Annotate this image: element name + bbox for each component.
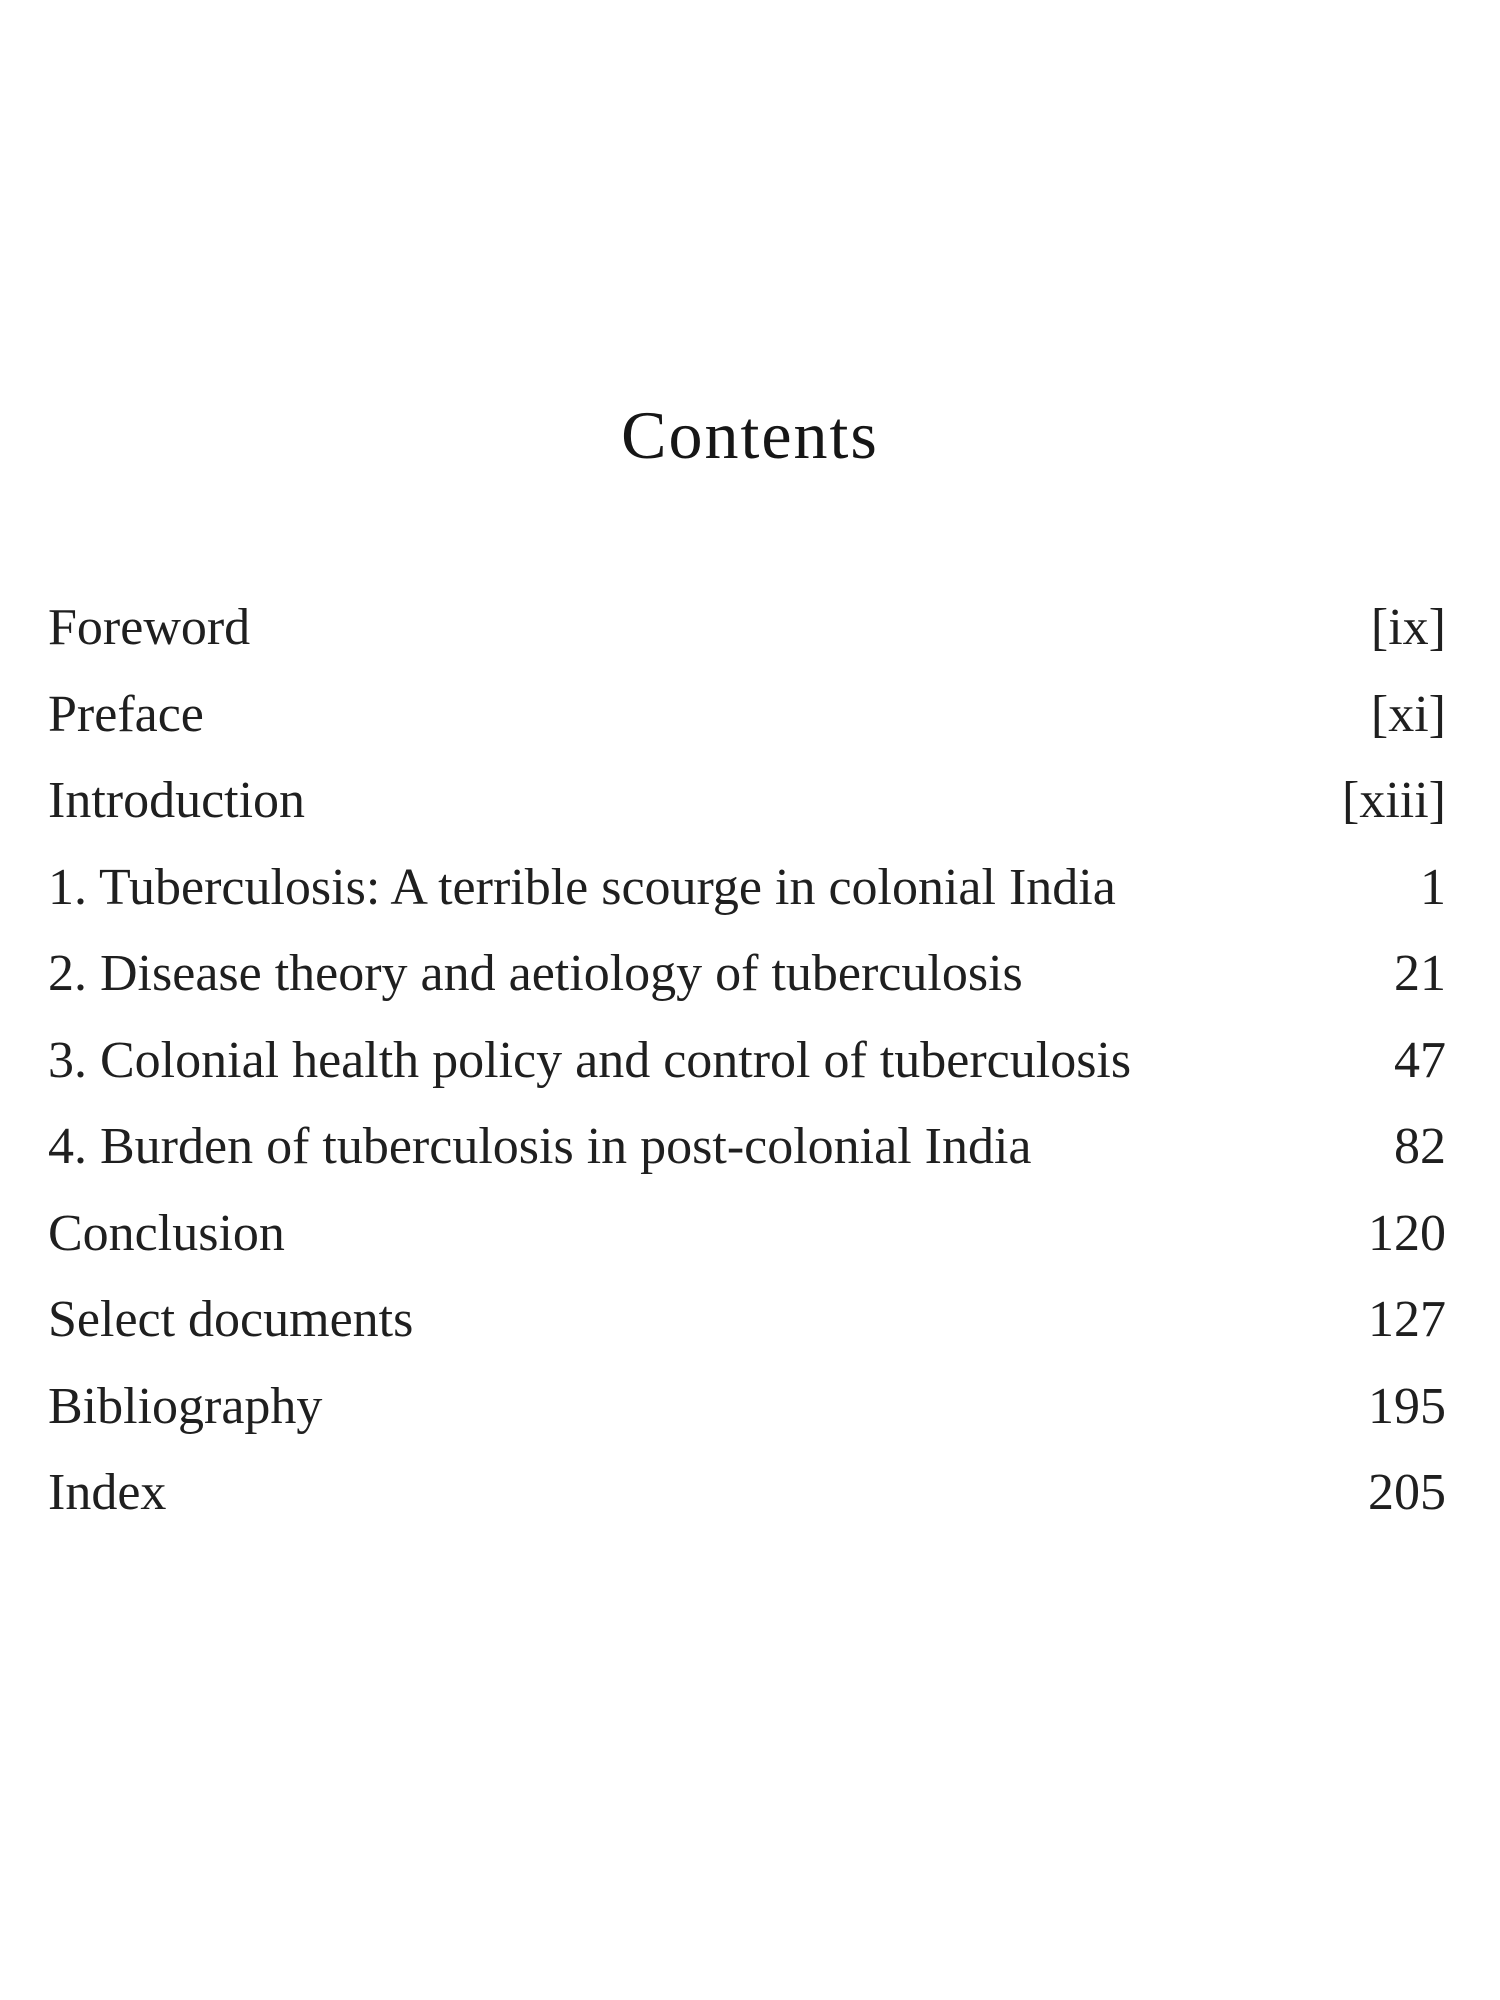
toc-entry-label: Conclusion [48,1204,285,1262]
toc-entry-label: Introduction [48,772,306,829]
toc-entry-page: 205 [1368,1464,1446,1521]
toc-entry-page: 47 [1394,1031,1446,1089]
toc-entry-page: 21 [1394,945,1446,1002]
toc-entry-page: 120 [1368,1204,1446,1262]
toc-entry-chapter-3 [48,1018,1448,1105]
toc-entry-select-documents [48,1277,1448,1364]
toc-entry-page: [ix] [1370,599,1446,656]
toc-entry-label: 4. Burden of tuberculosis in post-colonial India [48,1118,1032,1175]
toc-entry-page: 195 [1368,1377,1446,1435]
toc-entry-introduction [48,758,1448,845]
toc-entry-chapter-1 [48,845,1448,932]
toc-entry-foreword [48,585,1448,672]
toc-entry-label: 2. Disease theory and aetiology of tuberculosis [48,945,1023,1002]
toc-entry-label: Bibliography [48,1377,323,1435]
toc-entry-page: 1 [1420,858,1446,916]
table-of-contents [48,585,1448,1537]
toc-entry-chapter-4 [48,1104,1448,1191]
toc-entry-page: 127 [1368,1291,1446,1348]
toc-entry-chapter-2 [48,931,1448,1018]
toc-entry-label: 3. Colonial health policy and control of tuberculosis [48,1031,1132,1089]
toc-entry-index [48,1450,1448,1537]
toc-entry-bibliography [48,1364,1448,1451]
toc-entry-conclusion [48,1191,1448,1278]
toc-entry-page: 82 [1394,1118,1446,1175]
toc-entry-label: Foreword [48,599,251,656]
page-title: Contents [621,397,879,473]
toc-entry-preface [48,672,1448,759]
toc-entry-page: [xi] [1370,685,1446,743]
toc-entry-label: Preface [48,685,204,743]
toc-entry-label: 1. Tuberculosis: A terrible scourge in colonial India [48,858,1116,916]
toc-entry-page: [xiii] [1342,772,1446,829]
toc-entry-label: Select documents [48,1291,414,1348]
toc-entry-label: Index [48,1464,167,1521]
